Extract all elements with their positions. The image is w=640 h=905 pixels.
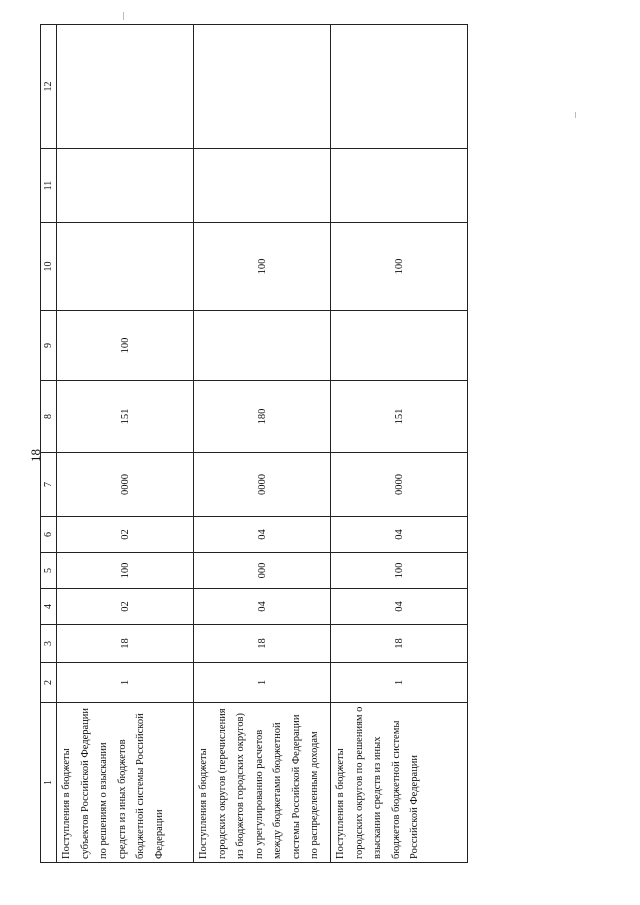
- column-header: 4: [41, 589, 57, 625]
- element-code-cell: 04: [194, 517, 331, 553]
- scan-artifact: [123, 12, 124, 20]
- share-cell-9: [331, 311, 468, 381]
- income-description-cell: Поступления в бюджеты городских округов по решениям о взыскании средств из иных бюджетов бюджетной системы Российской Федерации: [331, 703, 468, 863]
- element-code-cell: 02: [57, 517, 194, 553]
- admin-code-cell: 1: [57, 663, 194, 703]
- subgroup-code-cell: 02: [57, 589, 194, 625]
- share-cell-11: [57, 149, 194, 223]
- element-code-cell: 04: [331, 517, 468, 553]
- share-cell-10: [57, 223, 194, 311]
- column-header: 5: [41, 553, 57, 589]
- income-description-cell: Поступления в бюджеты городских округов (перечисления из бюджетов городских округов) по урегулированию расчетов между бюджетами бюджетной системы Российской Федерации по распределенным доходам: [194, 703, 331, 863]
- share-cell-12: [194, 25, 331, 149]
- table-row: [194, 25, 331, 863]
- share-cell-10: 100: [194, 223, 331, 311]
- admin-code-cell: 1: [331, 663, 468, 703]
- share-cell-11: [331, 149, 468, 223]
- group-code-cell: 18: [57, 625, 194, 663]
- column-header: 6: [41, 517, 57, 553]
- economic-class-cell: 180: [194, 381, 331, 453]
- column-header: 10: [41, 223, 57, 311]
- economic-class-cell: 151: [57, 381, 194, 453]
- column-header: 12: [41, 25, 57, 149]
- share-cell-12: [57, 25, 194, 149]
- subgroup-code-cell: 04: [194, 589, 331, 625]
- admin-code-cell: 1: [194, 663, 331, 703]
- column-header: 9: [41, 311, 57, 381]
- column-header: 7: [41, 453, 57, 517]
- program-code-cell: 0000: [331, 453, 468, 517]
- subgroup-code-cell: 04: [331, 589, 468, 625]
- scan-artifact: [575, 112, 576, 118]
- program-code-cell: 0000: [57, 453, 194, 517]
- group-code-cell: 18: [194, 625, 331, 663]
- column-header: 3: [41, 625, 57, 663]
- page-number: 18: [28, 449, 43, 462]
- budget-classification-table: [40, 24, 468, 863]
- share-cell-9: 100: [57, 311, 194, 381]
- share-cell-11: [194, 149, 331, 223]
- article-code-cell: 000: [194, 553, 331, 589]
- table-row: [331, 25, 468, 863]
- share-cell-10: 100: [331, 223, 468, 311]
- income-description-cell: Поступления в бюджеты субъектов Российской Федерации по решениям о взыскании средств из иных бюджетов бюджетной системы Российской Федерации: [57, 703, 194, 863]
- column-header: 1: [41, 703, 57, 863]
- share-cell-12: [331, 25, 468, 149]
- article-code-cell: 100: [331, 553, 468, 589]
- column-header: 11: [41, 149, 57, 223]
- share-cell-9: [194, 311, 331, 381]
- group-code-cell: 18: [331, 625, 468, 663]
- header-row: [41, 25, 57, 863]
- program-code-cell: 0000: [194, 453, 331, 517]
- article-code-cell: 100: [57, 553, 194, 589]
- budget-table-wrapper: [40, 25, 459, 863]
- table-row: [57, 25, 194, 863]
- column-header: 2: [41, 663, 57, 703]
- column-header: 8: [41, 381, 57, 453]
- economic-class-cell: 151: [331, 381, 468, 453]
